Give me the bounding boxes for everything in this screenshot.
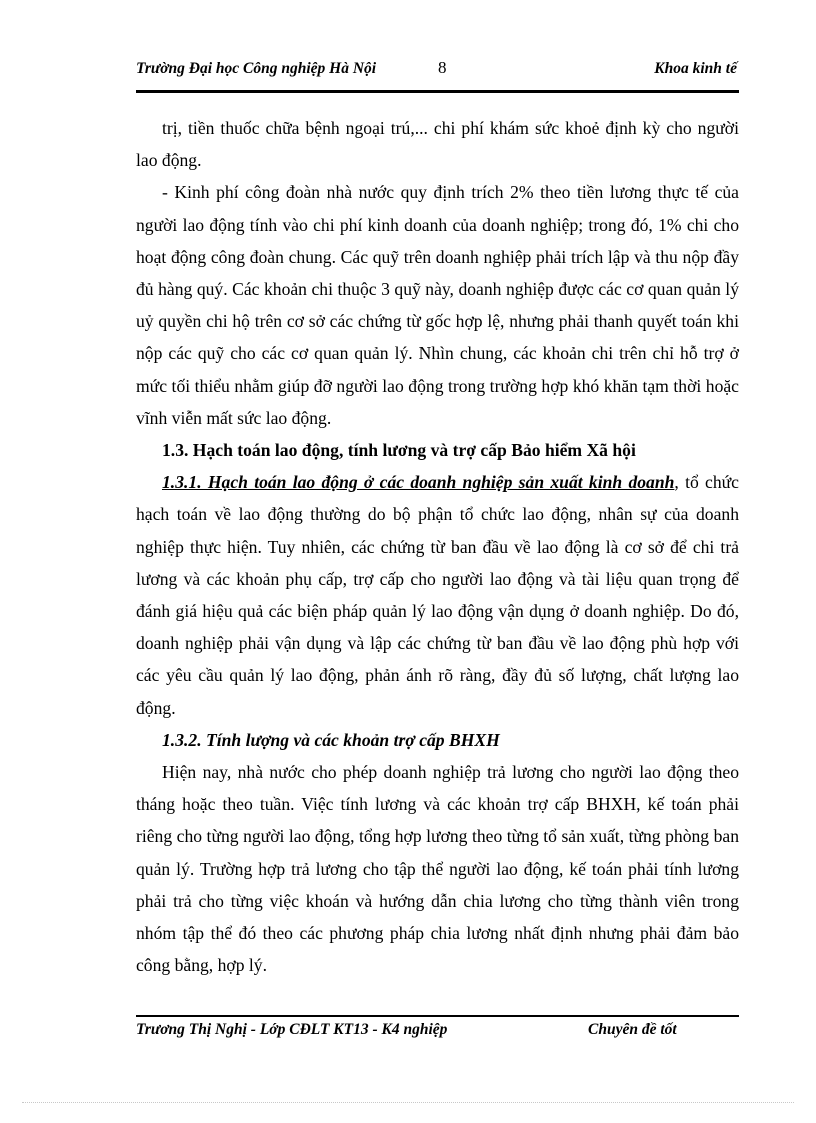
header-school-name: Trường Đại học Công nghiệp Hà Nội	[136, 60, 377, 77]
paragraph-labor-accounting	[136, 466, 739, 724]
page-boundary	[22, 1102, 794, 1103]
paragraph-intro: trị, tiền thuốc chữa bệnh ngoại trú,... chi phí khám sức khoẻ định kỳ cho người lao động.	[136, 118, 739, 171]
footer-thesis-title: Chuyên đề tốt	[588, 1021, 677, 1038]
document-body	[136, 112, 739, 981]
footer-author: Trương Thị Nghị - Lớp CĐLT KT13 - K4 nghiệp	[136, 1021, 448, 1038]
paragraph-labor-accounting-text: , tổ chức hạch toán về lao động thường do bộ phận tổ chức lao động, nhân sự của doanh nghiệp thực hiện. Tuy nhiên, các chứng từ ban đầu về lao động là cơ sở để chi trả lương và các khoản phụ cấp, trợ cấp cho người lao động và tài liệu quan trọng để đánh giá hiệu quả các biện pháp quản lý lao động vận dụng ở doanh nghiệp. Do đó, doanh nghiệp phải vận dụng và lập các chứng từ ban đầu về lao động phù hợp với các yêu cầu quản lý lao động, phản ánh rõ ràng, đầy đủ số lượng, chất lượng lao động.	[136, 472, 739, 718]
header-department: Khoa kinh tế	[654, 60, 737, 77]
page-header	[136, 58, 739, 84]
header-divider	[136, 90, 739, 93]
subsection-heading-1-3-2-line	[136, 724, 739, 756]
section-heading-1-3: 1.3. Hạch toán lao động, tính lương và trợ cấp Bảo hiểm Xã hội	[162, 440, 636, 461]
subsection-heading-1-3-1: 1.3.1. Hạch toán lao động ở các doanh nghiệp sản xuất kinh doanh	[162, 472, 675, 493]
footer-divider	[136, 1015, 739, 1017]
subsection-heading-1-3-2: 1.3.2. Tính lượng và các khoản trợ cấp BHXH	[162, 729, 500, 750]
page-number: 8	[438, 58, 447, 77]
paragraph-wage-calculation: Hiện nay, nhà nước cho phép doanh nghiệp trả lương cho người lao động theo tháng hoặc theo tuần. Việc tính lương và các khoản trợ cấp BHXH, kế toán phải riêng cho từng người lao động, tổng hợp lương theo từng tổ sản xuất, từng phòng ban quản lý. Trường hợp trả lương cho tập thể người lao động, kế toán phải tính lương phải trả cho từng việc khoán và hướng dẫn chia lương cho từng thành viên trong nhóm tập thể đó theo các phương pháp chia lương nhất định nhưng phải đảm bảo công bằng, hợp lý.	[136, 762, 739, 976]
paragraph-union-fund: - Kinh phí công đoàn nhà nước quy định trích 2% theo tiền lương thực tế của người lao động tính vào chi phí kinh doanh của doanh nghiệp; trong đó, 1% chi cho hoạt động công đoàn chung. Các quỹ trên doanh nghiệp phải trích lập và thu nộp đầy đủ hàng quý. Các khoản chi thuộc 3 quỹ này, doanh nghiệp được các cơ quan quản lý uỷ quyền chi hộ trên cơ sở các chứng từ gốc hợp lệ, nhưng phải thanh quyết toán khi nộp các quỹ cho các cơ quan quản lý. Nhìn chung, các khoản chi trên chỉ hỗ trợ ở mức tối thiểu nhằm giúp đỡ người lao động trong trường hợp khó khăn tạm thời hoặc vĩnh viễn mất sức lao động.	[136, 182, 739, 428]
